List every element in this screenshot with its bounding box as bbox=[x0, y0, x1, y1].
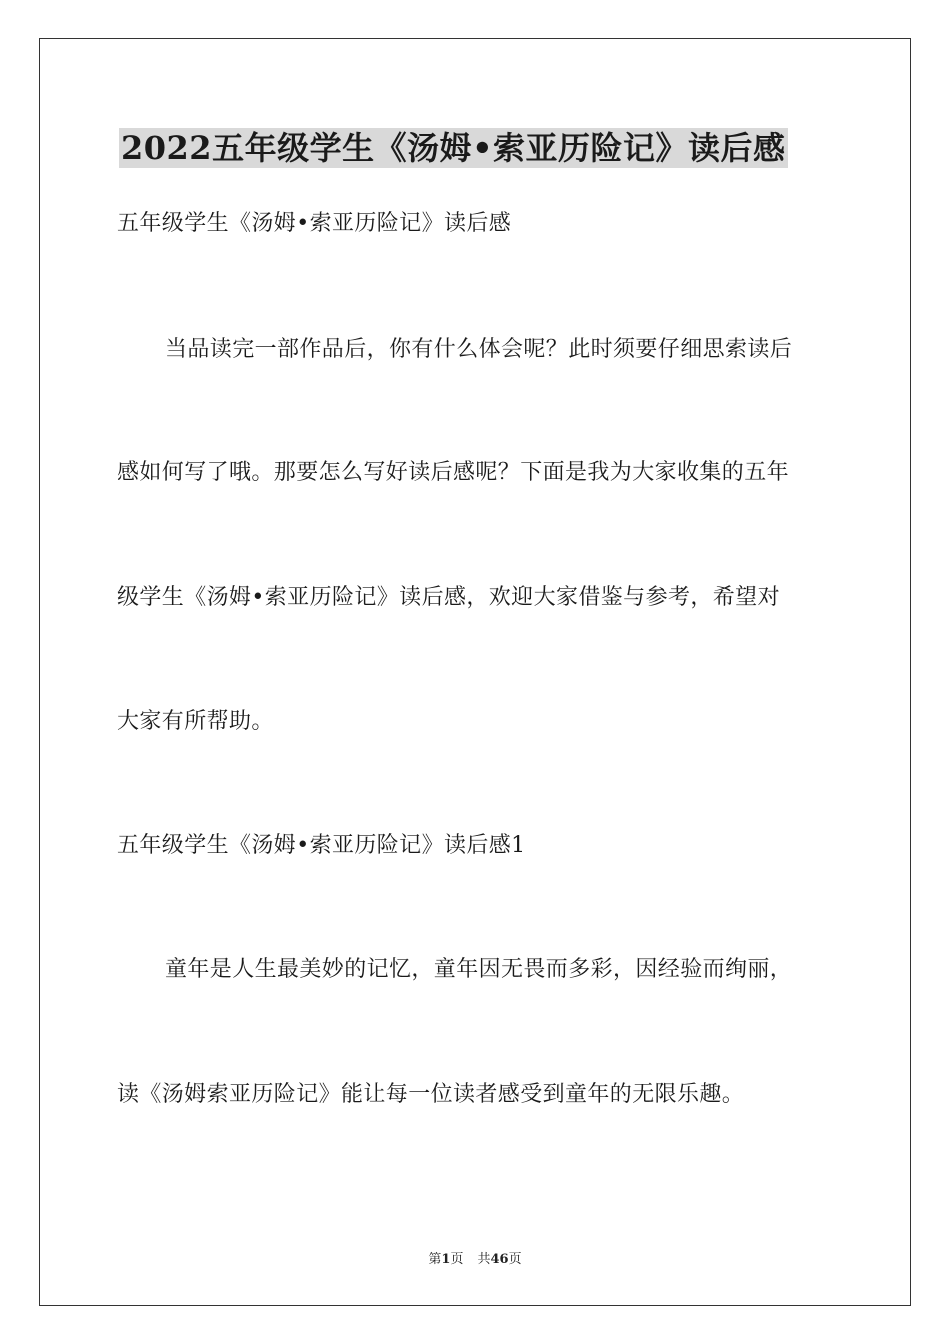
page-suffix: 页 bbox=[450, 1252, 464, 1267]
page-prefix: 第 bbox=[428, 1252, 442, 1267]
paragraph-line: 童年是人生最美妙的记忆，童年因无畏而多彩，因经验而绚丽， bbox=[165, 957, 793, 982]
paragraph-line: 读《汤姆索亚历险记》能让每一位读者感受到童年的无限乐趣。 bbox=[117, 1082, 745, 1107]
paragraph-line: 级学生《汤姆•索亚历险记》读后感，欢迎大家借鉴与参考，希望对 bbox=[117, 585, 780, 610]
page-footer bbox=[0, 1248, 950, 1267]
section-heading: 五年级学生《汤姆•索亚历险记》读后感1 bbox=[117, 833, 526, 858]
page-number: 1 bbox=[441, 1252, 451, 1267]
paragraph-line: 当品读完一部作品后，你有什么体会呢？此时须要仔细思索读后 bbox=[165, 337, 793, 362]
total-pages: 46 bbox=[490, 1252, 509, 1267]
total-suffix: 页 bbox=[508, 1252, 522, 1267]
total-prefix: 共 bbox=[477, 1252, 491, 1267]
paragraph-line: 大家有所帮助。 bbox=[117, 709, 274, 734]
document-title: 2022五年级学生《汤姆•索亚历险记》读后感 bbox=[121, 129, 786, 167]
paragraph-line: 感如何写了哦。那要怎么写好读后感呢？下面是我为大家收集的五年 bbox=[117, 460, 790, 485]
subtitle-line: 五年级学生《汤姆•索亚历险记》读后感 bbox=[117, 211, 512, 236]
